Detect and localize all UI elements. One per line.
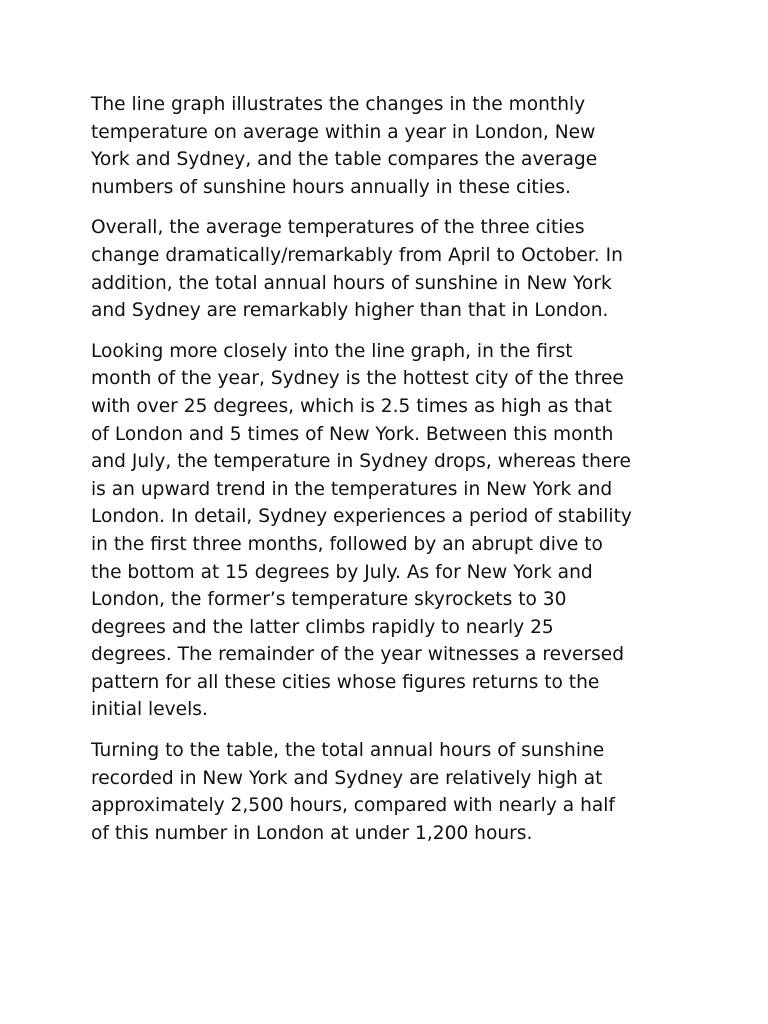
text-line: recorded in New York and Sydney are relatively high at: [91, 767, 603, 789]
text-line: change dramatically/remarkably from April to October. In: [91, 244, 623, 266]
text-line: York and Sydney, and the table compares the average: [91, 149, 598, 171]
text-line: the bottom at 15 degrees by July. As for New York and: [91, 561, 593, 583]
text-line: in the first three months, followed by an abrupt dive to: [91, 533, 603, 555]
paragraph-line-graph-details: [91, 338, 711, 724]
text-line: Overall, the average temperatures of the three cities: [91, 217, 585, 239]
text-line: of this number in London at under 1,200 hours.: [91, 822, 533, 844]
text-line: initial levels.: [91, 699, 208, 721]
text-line: with over 25 degrees, which is 2.5 times as high as that: [91, 395, 613, 417]
text-line: and July, the temperature in Sydney drops, whereas there: [91, 451, 631, 473]
text-line: approximately 2,500 hours, compared with nearly a half: [91, 795, 615, 817]
text-line: London. In detail, Sydney experiences a period of stability: [91, 506, 632, 528]
text-line: temperature on average within a year in London, New: [91, 121, 596, 143]
text-line: and Sydney are remarkably higher than that in London.: [91, 300, 609, 322]
text-line: London, the former’s temperature skyrockets to 30: [91, 589, 567, 611]
document-body: [91, 91, 711, 860]
text-line: The line graph illustrates the changes in the monthly: [91, 94, 586, 115]
text-line: is an upward trend in the temperatures in New York and: [91, 478, 613, 500]
text-line: Turning to the table, the total annual hours of sunshine: [91, 740, 605, 762]
text-line: of London and 5 times of New York. Between this month: [91, 423, 614, 445]
text-line: month of the year, Sydney is the hottest city of the three: [91, 368, 624, 390]
text-line: numbers of sunshine hours annually in these cities.: [91, 176, 571, 198]
text-line: degrees. The remainder of the year witnesses a reversed: [91, 644, 625, 666]
text-line: degrees and the latter climbs rapidly to nearly 25: [91, 616, 554, 638]
paragraph-overview: [91, 214, 711, 324]
paragraph-introduction: [91, 91, 711, 201]
text-line: pattern for all these cities whose figures returns to the: [91, 671, 600, 693]
text-line: Looking more closely into the line graph, in the first: [91, 340, 573, 362]
text-line: addition, the total annual hours of sunshine in New York: [91, 272, 612, 294]
paragraph-table-details: [91, 737, 711, 847]
